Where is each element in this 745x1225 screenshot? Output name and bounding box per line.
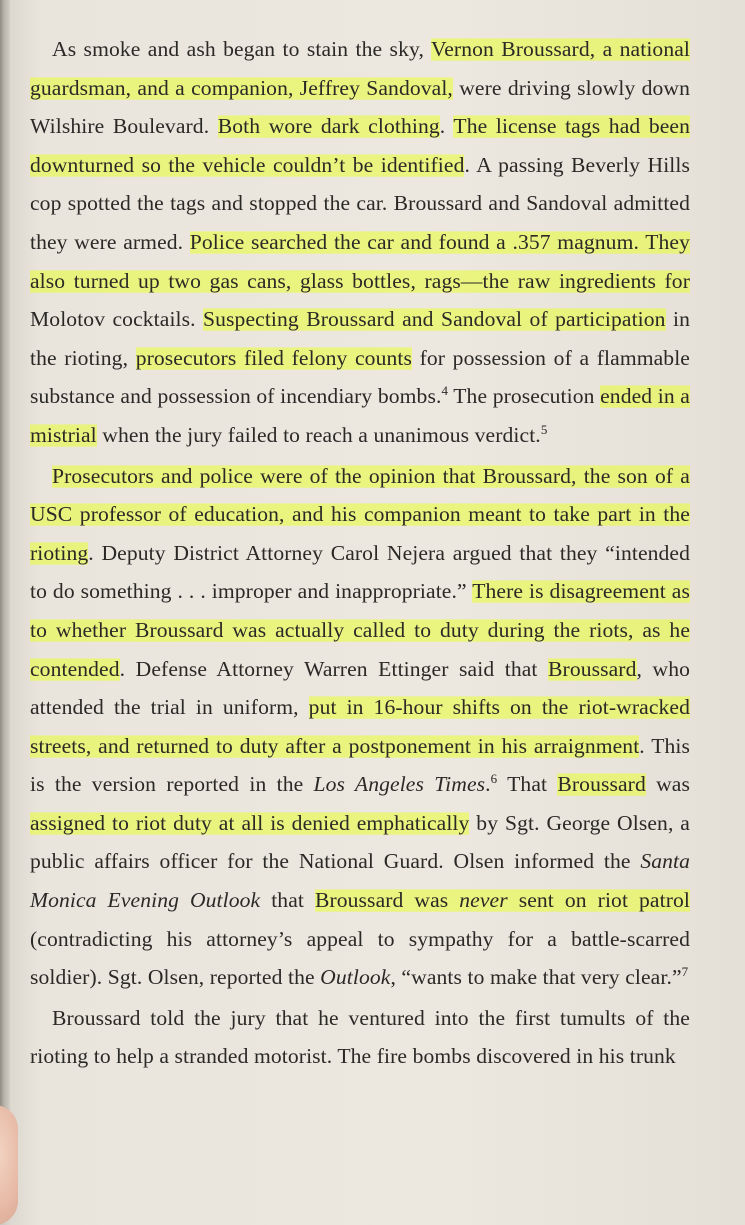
text-run: .	[439, 114, 454, 139]
page-edge	[0, 0, 10, 1200]
text-run: As smoke and ash began to stain the sky,	[52, 37, 431, 61]
highlighted-text: The license tags had been downturned so the vehicle couldn’t be identified	[30, 114, 691, 177]
paragraph-1	[30, 30, 690, 455]
italic-text: Outlook	[320, 965, 391, 990]
highlighted-text: Vernon Broussard, a national guardsman, and a companion, Jeffrey Sandoval,	[30, 37, 690, 100]
thumb	[0, 1105, 18, 1225]
highlighted-text: Broussard was	[314, 888, 460, 913]
text-run: were driving slowly down Wilshire Boulevard.	[30, 75, 691, 139]
text-run: Molotov cocktails.	[30, 307, 204, 332]
text-run: . Defense Attorney Warren Ettinger said that	[119, 656, 549, 681]
text-run: That	[497, 772, 558, 797]
highlighted-text: assigned to riot duty at all is denied emphatically	[30, 810, 470, 835]
footnote-ref: 7	[681, 964, 689, 980]
text-run: that	[260, 888, 315, 913]
text-run: . This is the version reported in the	[30, 733, 690, 797]
text-run: , “wants to make that very clear.”	[390, 965, 682, 990]
footnote-ref: 5	[540, 421, 548, 437]
highlighted-text: Suspecting Broussard and Sandoval of participation	[203, 307, 666, 332]
text-run: in the rioting,	[30, 307, 690, 370]
highlighted-text: There is disagreement as to whether Broussard was actually called to duty during the riots, as he contended	[30, 579, 690, 681]
text-run: by Sgt. George Olsen, a public affairs officer for the National Guard. Olsen informed the	[30, 810, 690, 874]
text-run: , who attended the trial in uniform,	[30, 656, 690, 720]
text-run: .	[485, 772, 491, 797]
text-run: Broussard told the jury that he ventured into the first tumults of the rioting to help a stranded motorist. The fire bombs discovered in his trunk	[30, 1005, 690, 1069]
highlighted-text: Both wore dark clothing	[217, 114, 440, 139]
highlighted-text: ended in a mistrial	[30, 384, 690, 447]
highlighted-text: never	[459, 888, 508, 913]
text-run: when the jury failed to reach a unanimous verdict.	[96, 422, 541, 447]
highlighted-text: Prosecutors and police were of the opinion that Broussard, the son of a USC professor of education, and his companion meant to take part in the rioting	[30, 463, 690, 565]
italic-text: Santa Monica Evening Outlook	[30, 849, 690, 913]
text-run: was	[645, 772, 690, 797]
paragraph-3	[30, 999, 690, 1076]
book-page-text	[30, 30, 690, 1076]
footnote-ref: 4	[441, 383, 449, 399]
highlighted-text: Police searched the car and found a .357 magnum. They also turned up two gas cans, glass bottles, rags—the raw ingredients for	[30, 229, 690, 293]
text-run: . Deputy District Attorney Carol Nejera argued that they “intended to do something . . . improper and inappropriate.”	[30, 540, 690, 604]
text-run: (contradicting his attorney’s appeal to sympathy for a battle-scarred soldier). Sgt. Olsen, reported the	[30, 926, 690, 990]
text-run: The prosecution	[448, 384, 601, 409]
highlighted-text: prosecutors filed felony counts	[135, 345, 412, 370]
highlighted-text: sent on riot patrol	[507, 888, 690, 913]
text-run: . A passing Beverly Hills cop spotted the tags and stopped the car. Broussard and Sandoval admitted they were armed.	[30, 152, 690, 254]
highlighted-text: Broussard	[557, 772, 646, 797]
text-run: for possession of a flammable substance and possession of incendiary bombs.	[30, 345, 690, 409]
footnote-ref: 6	[490, 771, 498, 787]
highlighted-text: put in 16-hour shifts on the riot-wracked streets, and returned to duty after a postponement in his arraignment	[30, 695, 691, 758]
highlighted-text: Broussard	[548, 656, 637, 681]
italic-text: Los Angeles Times	[313, 772, 486, 797]
paragraph-2	[30, 457, 690, 997]
